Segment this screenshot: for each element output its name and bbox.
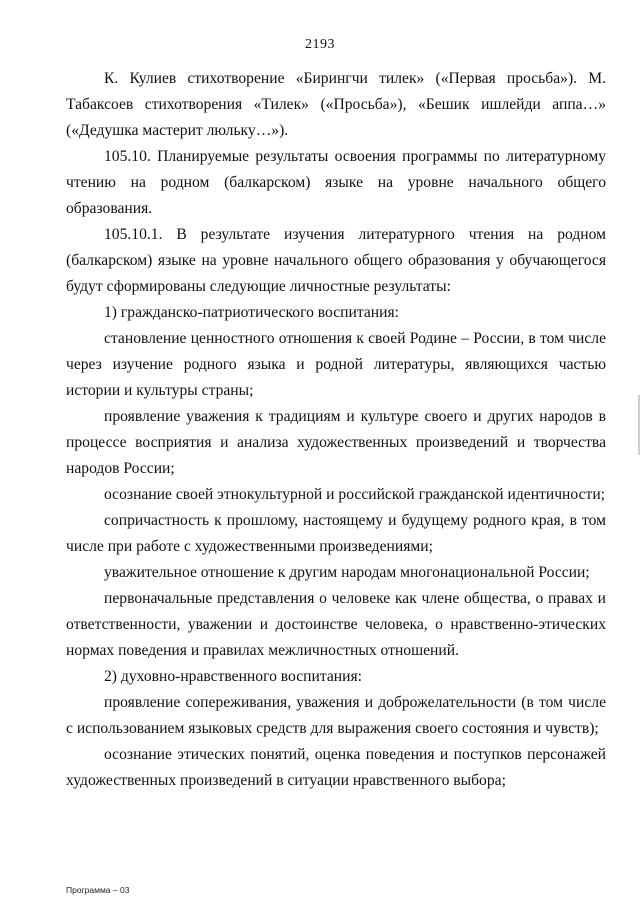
list-item: первоначальные представления о человеке как члене общества, о правах и ответственности, уважении и достоинстве человека, о нравственно-этических нормах поведения и правилах межличностных отношений.: [66, 590, 606, 659]
list-item: осознание своей этнокультурной и российской гражданской идентичности;: [104, 486, 606, 503]
heading-spiritual-moral-education: 2) духовно-нравственного воспитания:: [104, 668, 362, 685]
list-item: осознание этических понятий, оценка поведения и поступков персонажей художественных произведений в ситуации нравственного выбора;: [66, 746, 606, 789]
list-item: становление ценностного отношения к своей Родине – России, в том числе через изучение родного языка и родной литературы, являющихся частью истории и культуры страны;: [66, 330, 606, 399]
paragraph-poems-list: К. Кулиев стихотворение «Бирингчи тилек» («Первая просьба»). М. Табаксоев стихотворения «Тилек» («Просьба»), «Бешик ишлейди аппа…» («Дедушка мастерит люльку…»).: [66, 70, 606, 139]
list-item: проявление уважения к традициям и культуре своего и других народов в процессе восприятия и анализа художественных произведений и творчества народов России;: [66, 408, 606, 477]
page-footer: Программа – 03: [66, 885, 130, 895]
list-item: уважительное отношение к другим народам многонациональной России;: [104, 564, 590, 581]
paragraph-section-105-10: 105.10. Планируемые результаты освоения программы по литературному чтению на родном (балкарском) языке на уровне начального общего образования.: [66, 148, 606, 217]
document-body: [66, 66, 606, 794]
page-number: 2193: [305, 37, 335, 52]
list-item: сопричастность к прошлому, настоящему и будущему родного края, в том числе при работе с художественными произведениями;: [66, 512, 606, 555]
list-item: проявление сопереживания, уважения и доброжелательности (в том числе с использованием языковых средств для выражения своего состояния и чувств);: [66, 694, 606, 737]
paragraph-section-105-10-1: 105.10.1. В результате изучения литературного чтения на родном (балкарском) языке на уровне начального общего образования у обучающегося будут сформированы следующие личностные результаты:: [66, 226, 606, 295]
heading-civic-patriotic-education: 1) гражданско-патриотического воспитания:: [104, 304, 399, 321]
